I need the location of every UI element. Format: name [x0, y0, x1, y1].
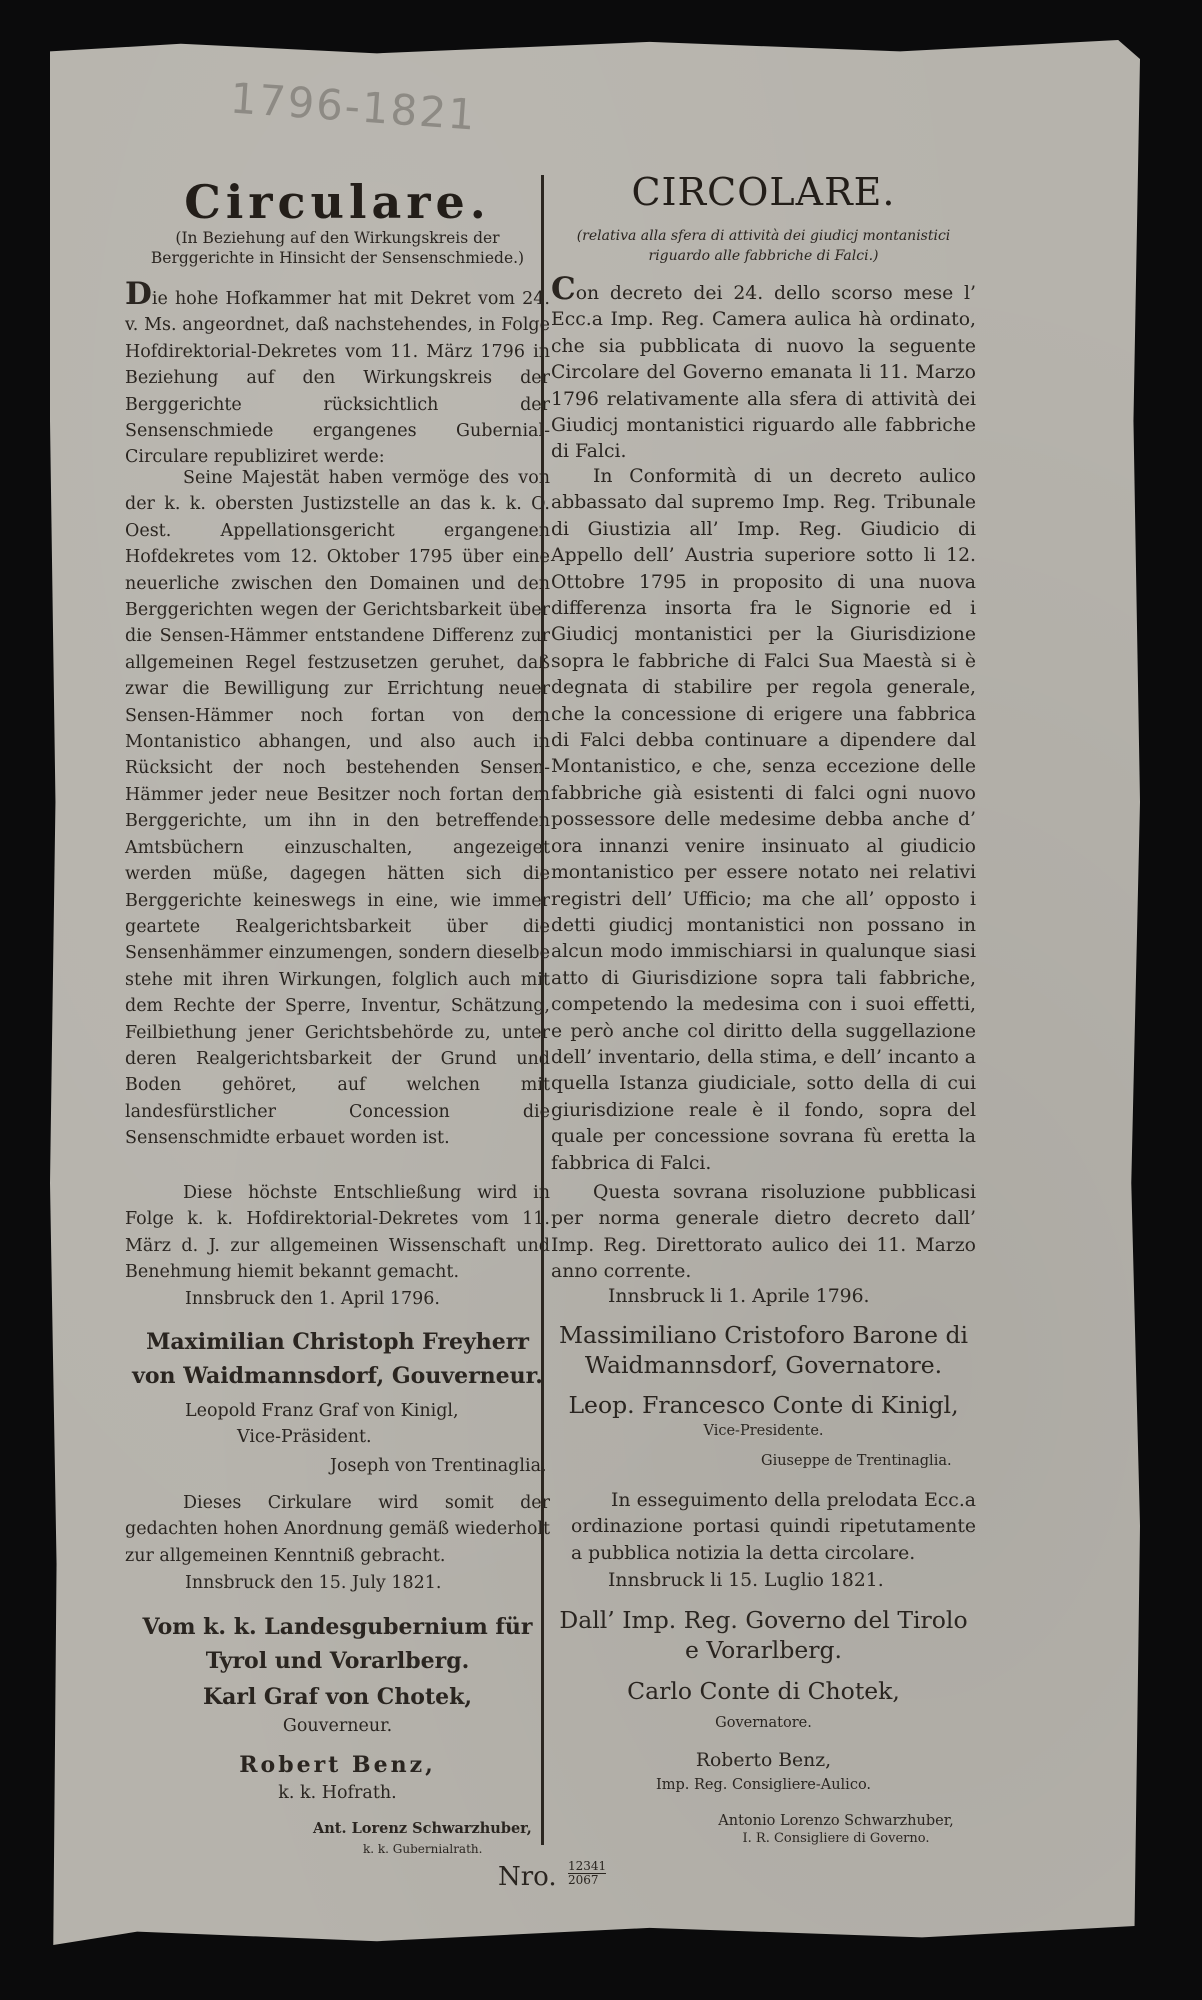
italian-chotek-name: Carlo Conte di Chotek, — [627, 1677, 900, 1705]
italian-government-heading: Dall’ Imp. Reg. Governo del Tirolo e Vorarlberg. — [559, 1606, 968, 1664]
german-chotek-role: Gouverneur. — [282, 1716, 393, 1736]
german-government-heading: Vom k. k. Landesgubernium für Tyrol und Vorarlberg. — [142, 1614, 533, 1674]
german-schwarzhuber-name: Ant. Lorenz Schwarzhuber, — [313, 1820, 532, 1837]
italian-benz-name: Roberto Benz, — [695, 1750, 832, 1771]
italian-subtitle: (relativa alla sfera di attività dei giudicj montanistici riguardo alle fabbriche di Falci.) — [576, 228, 951, 264]
german-benz-name: Robert Benz, — [239, 1752, 436, 1778]
german-benz-role: k. k. Hofrath. — [278, 1783, 397, 1803]
german-paragraph-1-text: ie hohe Hofkammer hat mit Dekret vom 24. v. Ms. angeordnet, daß nachstehendes, in Folge Hofdirektorial-Dekretes vom 11. März 1796 in Beziehung auf den Wirkungskreis der Berggerichte rücksichtlich der Sensenschmiede ergangenes Gubernial-Circulare republiziret werde: — [125, 289, 550, 468]
italian-paragraph-1 — [551, 271, 976, 466]
handwritten-note: 1796-1821 — [228, 73, 479, 140]
italian-paragraph-4: In esseguimento della prelodata Ecc.a ordinazione portasi quindi ripetutamente a pubblica notizia la detta circolare. — [571, 1490, 976, 1564]
italian-vicepresident-role: Vice-Presidente. — [703, 1423, 824, 1439]
italian-governor-signature: Massimiliano Cristoforo Barone di Waidmannsdorf, Governatore. — [558, 1321, 969, 1379]
italian-vicepresident-name: Leop. Francesco Conte di Kinigl, — [568, 1391, 959, 1419]
german-title: Circulare. — [184, 175, 491, 229]
german-paragraph-2: Seine Majestät haben vermöge des von der k. k. obersten Justizstelle an das k. k. O. Oest. Appellationsgericht ergangenen Hofdekretes vom 12. Oktober 1795 über eine neuerliche zwischen den Domainen und den Berggerichten wegen der Gerichtsbarkeit über die Sensen-Hämmer entstandene Differenz zur allgemeinen Regel festzusetzen geruhet, daß zwar die Bewilligung zur Errichtung neuer Sensen-Hämmer noch fortan von dem Montanistico abhangen, und also auch in Rücksicht der noch bestehenden Sensen-Hämmer jeder neue Besitzer noch fortan dem Berggerichte, um ihn in den betreffenden Amtsbüchern einzuschalten, angezeiget werden müße, dagegen hätten sich die Berggerichte keineswegs in eine, wie immer geartete Realgerichtsbarkeit über die Sensenhämmer einzumengen, sondern dieselbe stehe mit ihren Wirkungen, folglich auch mit dem Rechte der Sperre, Inventur, Schätzung, Feilbiethung jener Gerichtsbehörde zu, unter deren Realgerichtsbarkeit der Grund und Boden gehöret, auf welchen mit landesfürstlicher Concession die Sensenschmidte erbauet worden ist. — [125, 468, 550, 1149]
german-date-1796: Innsbruck den 1. April 1796. — [185, 1289, 440, 1309]
italian-paragraph-3: Questa sovrana risoluzione pubblicasi per norma generale dietro decreto dall’ Imp. Reg. Direttorato aulico dei 11. Marzo anno corrente. — [551, 1182, 976, 1283]
italian-schwarzhuber-name: Antonio Lorenzo Schwarzhuber, — [718, 1813, 954, 1829]
italian-paragraph-2: In Conformità di un decreto aulico abbassato dal supremo Imp. Reg. Tribunale di Giustizia all’ Imp. Reg. Giudicio di Appello dell’ Austria superiore sotto li 12. Ottobre 1795 in proposito di una nuova differenza insorta fra le Signorie ed i Giudicj montanistici per la Giurisdizione sopra le fabbriche di Falci Sua Maestà si è degnata di stabilire per regola generale, che la concessione di erigere una fabbrica di Falci debba continuare a dipendere dal Montanistico, e che, senza eccezione delle fabbriche già esistenti di falci ogni nuovo possessore delle medesime debba anche d’ ora innanzi venire insinuato al giudicio montanistico per essere notato nei relativi registri dell’ Ufficio; ma che all’ opposto i detti giudicj montanistici non possano in alcun modo immischiarsi in qualunque siasi atto di Giurisdizione sopra tali fabbriche, competendo la medesima con i suoi effetti, e però anche col diritto della suggellazione dell’ inventario, della stima, e dell’ incanto a quella Istanza giudiciale, sotto della di cui giurisdizione reale è il fondo, sopra del quale per concessione sovrana fù eretta la fabbrica di Falci. — [551, 466, 976, 1174]
italian-schwarzhuber-role: I. R. Consigliere di Governo. — [742, 1831, 930, 1846]
german-chotek-name: Karl Graf von Chotek, — [202, 1684, 473, 1710]
italian-trentinaglia: Giuseppe de Trentinaglia. — [761, 1453, 952, 1469]
german-vicepresident-name: Leopold Franz Graf von Kinigl, — [185, 1401, 459, 1421]
italian-benz-role: Imp. Reg. Consigliere-Aulico. — [655, 1777, 872, 1793]
german-vicepresident-role: Vice-Präsident. — [237, 1427, 372, 1447]
german-paragraph-4: Dieses Cirkulare wird somit der gedachten hohen Anordnung gemäß wiederholt zur allgemeinen Kenntniß gebracht. — [125, 1493, 550, 1566]
document-number — [568, 1860, 606, 1887]
italian-chotek-role: Governatore. — [715, 1715, 812, 1731]
german-governor-signature: Maximilian Christoph Freyherr von Waidmannsdorf, Gouverneur. — [132, 1329, 543, 1389]
italian-date-1821: Innsbruck li 15. Luglio 1821. — [608, 1570, 884, 1591]
italian-date-1796: Innsbruck li 1. Aprile 1796. — [608, 1286, 870, 1307]
german-trentinaglia: Joseph von Trentinaglia. — [330, 1456, 547, 1476]
document-number-label: Nro. — [498, 1862, 557, 1892]
german-date-1821: Innsbruck den 15. July 1821. — [185, 1573, 442, 1593]
german-paragraph-1 — [125, 276, 550, 471]
italian-paragraph-1-text: on decreto dei 24. dello scorso mese l’ Ecc.a Imp. Reg. Camera aulica hà ordinato, che sia pubblicata di nuovo la seguente Circolare del Governo emanata li 11. Marzo 1796 relativamente alla sfera di attività dei Giudicj montanistici riguardo alle fabbriche di Falci. — [551, 283, 976, 463]
german-paragraph-3: Diese höchste Entschließung wird in Folge k. k. Hofdirektorial-Dekretes vom 11. März d. J. zur allgemeinen Wissenschaft und Benehmung hiemit bekannt gemacht. — [125, 1183, 550, 1283]
italian-drop-initial: C — [551, 271, 576, 307]
document-number-top: 12341 — [568, 1859, 607, 1873]
document-number-bottom: 2067 — [568, 1873, 599, 1887]
german-subtitle: (In Beziehung auf den Wirkungskreis der Berggerichte in Hinsicht der Sensenschmiede.) — [150, 229, 525, 267]
german-drop-initial: D — [125, 276, 152, 312]
italian-title: CIRCOLARE. — [631, 170, 896, 214]
german-schwarzhuber-role: k. k. Gubernialrath. — [363, 1842, 483, 1856]
